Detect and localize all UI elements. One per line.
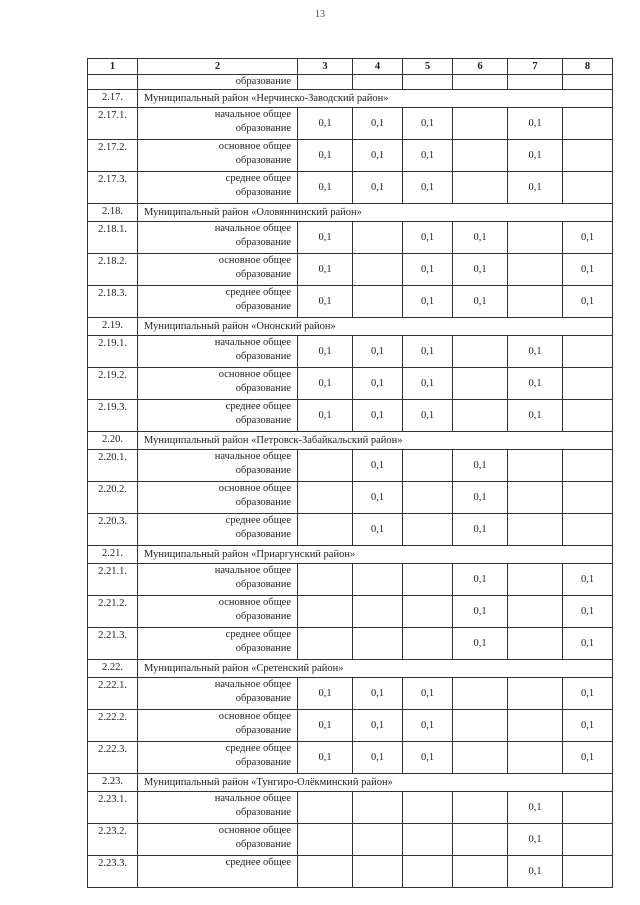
- row-number: 2.17.2.: [88, 140, 138, 172]
- value-cell-col-6: [453, 140, 508, 172]
- value-cell-col-6: [453, 336, 508, 368]
- value-cell-col-3: 0,1: [298, 222, 353, 254]
- value-cell-col-6: [453, 108, 508, 140]
- value-cell-col-8: [563, 140, 613, 172]
- value-cell-col-6: 0,1: [453, 254, 508, 286]
- value-cell-col-3: [298, 792, 353, 824]
- row-name: [138, 222, 298, 254]
- row-name: [138, 140, 298, 172]
- row-name-line1: начальное общее: [214, 223, 291, 234]
- value-cell-col-6: [453, 856, 508, 888]
- table-row: [88, 564, 613, 596]
- section-title: Муниципальный район «Петровск-Забайкальский район»: [138, 432, 613, 450]
- header-col-7: 7: [508, 59, 563, 75]
- value-cell-col-4: 0,1: [353, 368, 403, 400]
- row-name-line2: образование: [235, 237, 291, 248]
- value-cell-col-8: [563, 482, 613, 514]
- value-cell-col-8: [563, 172, 613, 204]
- value-cell-col-7: [508, 628, 563, 660]
- value-cell-col-3: 0,1: [298, 710, 353, 742]
- table-row: [88, 140, 613, 172]
- section-number: 2.23.: [88, 774, 138, 792]
- value-cell-col-4: 0,1: [353, 108, 403, 140]
- row-name-line2: образование: [235, 155, 291, 166]
- value-cell-col-6: [453, 710, 508, 742]
- fragment-cell: [508, 75, 563, 90]
- fragment-num-cell: [88, 75, 138, 90]
- row-name: [138, 108, 298, 140]
- value-cell-col-7: 0,1: [508, 336, 563, 368]
- row-name-line1: основное общее: [218, 825, 291, 836]
- value-cell-col-4: 0,1: [353, 336, 403, 368]
- row-name: [138, 336, 298, 368]
- value-cell-col-7: [508, 564, 563, 596]
- row-name: [138, 792, 298, 824]
- value-cell-col-7: [508, 514, 563, 546]
- value-cell-col-8: [563, 450, 613, 482]
- value-cell-col-3: [298, 482, 353, 514]
- value-cell-col-5: 0,1: [403, 286, 453, 318]
- section-row: [88, 204, 613, 222]
- value-cell-col-7: [508, 450, 563, 482]
- row-number: 2.17.3.: [88, 172, 138, 204]
- fragment-name-cell: [138, 75, 298, 90]
- value-cell-col-8: 0,1: [563, 564, 613, 596]
- value-cell-col-4: [353, 824, 403, 856]
- value-cell-col-4: [353, 222, 403, 254]
- header-col-4: 4: [353, 59, 403, 75]
- value-cell-col-4: [353, 596, 403, 628]
- value-cell-col-7: [508, 678, 563, 710]
- row-number: 2.19.3.: [88, 400, 138, 432]
- value-cell-col-7: 0,1: [508, 368, 563, 400]
- row-number: 2.18.2.: [88, 254, 138, 286]
- row-number: 2.21.1.: [88, 564, 138, 596]
- fragment-cell: [403, 75, 453, 90]
- value-cell-col-4: 0,1: [353, 140, 403, 172]
- row-name-line2: образование: [235, 725, 291, 736]
- value-cell-col-7: 0,1: [508, 400, 563, 432]
- section-number: 2.20.: [88, 432, 138, 450]
- section-number: 2.22.: [88, 660, 138, 678]
- value-cell-col-7: [508, 742, 563, 774]
- value-cell-col-8: 0,1: [563, 222, 613, 254]
- fragment-row: [88, 75, 613, 90]
- value-cell-col-7: [508, 596, 563, 628]
- fragment-cell: [298, 75, 353, 90]
- row-number: 2.19.2.: [88, 368, 138, 400]
- header-col-5: 5: [403, 59, 453, 75]
- row-name-line2: образование: [235, 415, 291, 426]
- table-row: [88, 742, 613, 774]
- row-name: [138, 368, 298, 400]
- row-name-line2: образование: [235, 757, 291, 768]
- value-cell-col-5: 0,1: [403, 222, 453, 254]
- value-cell-col-5: 0,1: [403, 368, 453, 400]
- value-cell-col-5: [403, 628, 453, 660]
- section-row: [88, 774, 613, 792]
- value-cell-col-3: 0,1: [298, 172, 353, 204]
- value-cell-col-5: [403, 824, 453, 856]
- section-row: [88, 90, 613, 108]
- value-cell-col-5: 0,1: [403, 172, 453, 204]
- value-cell-col-4: [353, 286, 403, 318]
- value-cell-col-3: 0,1: [298, 140, 353, 172]
- row-name-line2: образование: [235, 643, 291, 654]
- section-title: Муниципальный район «Нерчинско-Заводский район»: [138, 90, 613, 108]
- section-title: Муниципальный район «Оловяннинский район»: [138, 204, 613, 222]
- row-name: [138, 172, 298, 204]
- row-name-line2: образование: [235, 269, 291, 280]
- value-cell-col-8: [563, 108, 613, 140]
- row-name-line1: основное общее: [218, 369, 291, 380]
- section-number: 2.19.: [88, 318, 138, 336]
- table-row: [88, 222, 613, 254]
- fragment-text: образование: [235, 76, 291, 87]
- value-cell-col-3: 0,1: [298, 368, 353, 400]
- value-cell-col-6: 0,1: [453, 564, 508, 596]
- value-cell-col-4: 0,1: [353, 742, 403, 774]
- row-name-line2: образование: [235, 383, 291, 394]
- row-name-line1: основное общее: [218, 597, 291, 608]
- value-cell-col-5: 0,1: [403, 710, 453, 742]
- row-number: 2.22.1.: [88, 678, 138, 710]
- value-cell-col-5: 0,1: [403, 742, 453, 774]
- value-cell-col-8: 0,1: [563, 254, 613, 286]
- fragment-cell: [353, 75, 403, 90]
- table-row: [88, 286, 613, 318]
- header-col-2: 2: [138, 59, 298, 75]
- row-name-line2: образование: [235, 807, 291, 818]
- value-cell-col-4: 0,1: [353, 710, 403, 742]
- value-cell-col-3: [298, 596, 353, 628]
- value-cell-col-4: 0,1: [353, 482, 403, 514]
- row-name-line2: образование: [235, 301, 291, 312]
- value-cell-col-3: 0,1: [298, 108, 353, 140]
- table-row: [88, 710, 613, 742]
- value-cell-col-3: [298, 824, 353, 856]
- row-name-line2: образование: [235, 187, 291, 198]
- row-name-line2: образование: [235, 497, 291, 508]
- value-cell-col-7: 0,1: [508, 108, 563, 140]
- table-row: [88, 678, 613, 710]
- value-cell-col-5: [403, 792, 453, 824]
- row-name: [138, 286, 298, 318]
- row-name: [138, 400, 298, 432]
- table-row: [88, 856, 613, 888]
- row-name-line2: образование: [235, 839, 291, 850]
- row-name-line1: начальное общее: [214, 337, 291, 348]
- value-cell-col-6: [453, 742, 508, 774]
- row-number: 2.20.3.: [88, 514, 138, 546]
- row-name-line1: начальное общее: [214, 793, 291, 804]
- value-cell-col-6: 0,1: [453, 596, 508, 628]
- value-cell-col-3: [298, 514, 353, 546]
- header-row: [88, 59, 613, 75]
- row-name-line1: среднее общее: [225, 287, 291, 298]
- row-number: 2.21.2.: [88, 596, 138, 628]
- row-name-line1: среднее общее: [225, 173, 291, 184]
- row-number: 2.22.3.: [88, 742, 138, 774]
- table-row: [88, 596, 613, 628]
- row-name-line2: образование: [235, 611, 291, 622]
- value-cell-col-5: 0,1: [403, 678, 453, 710]
- row-name: [138, 514, 298, 546]
- value-cell-col-5: 0,1: [403, 400, 453, 432]
- row-name-line2: образование: [235, 579, 291, 590]
- table-row: [88, 368, 613, 400]
- row-number: 2.17.1.: [88, 108, 138, 140]
- value-cell-col-8: 0,1: [563, 678, 613, 710]
- value-cell-col-4: 0,1: [353, 514, 403, 546]
- value-cell-col-7: [508, 254, 563, 286]
- value-cell-col-8: 0,1: [563, 596, 613, 628]
- row-number: 2.23.1.: [88, 792, 138, 824]
- row-name-line2: образование: [235, 465, 291, 476]
- row-name-line2: образование: [235, 351, 291, 362]
- table-row: [88, 336, 613, 368]
- table-row: [88, 482, 613, 514]
- header-col-3: 3: [298, 59, 353, 75]
- value-cell-col-5: [403, 564, 453, 596]
- value-cell-col-4: 0,1: [353, 172, 403, 204]
- value-cell-col-5: [403, 596, 453, 628]
- value-cell-col-5: [403, 482, 453, 514]
- value-cell-col-5: [403, 514, 453, 546]
- value-cell-col-6: [453, 678, 508, 710]
- value-cell-col-6: 0,1: [453, 628, 508, 660]
- row-name-line2: образование: [235, 123, 291, 134]
- value-cell-col-6: [453, 172, 508, 204]
- section-row: [88, 660, 613, 678]
- row-name-line1: среднее общее: [225, 857, 291, 868]
- value-cell-col-5: 0,1: [403, 336, 453, 368]
- value-cell-col-8: 0,1: [563, 628, 613, 660]
- value-cell-col-8: [563, 792, 613, 824]
- row-name: [138, 742, 298, 774]
- table-row: [88, 172, 613, 204]
- section-title: Муниципальный район «Ононский район»: [138, 318, 613, 336]
- value-cell-col-8: [563, 368, 613, 400]
- header-col-6: 6: [453, 59, 508, 75]
- value-cell-col-6: 0,1: [453, 482, 508, 514]
- value-cell-col-7: [508, 482, 563, 514]
- value-cell-col-6: 0,1: [453, 286, 508, 318]
- row-name: [138, 254, 298, 286]
- value-cell-col-3: 0,1: [298, 336, 353, 368]
- table-row: [88, 450, 613, 482]
- section-row: [88, 432, 613, 450]
- row-name-line1: начальное общее: [214, 451, 291, 462]
- value-cell-col-6: 0,1: [453, 450, 508, 482]
- fragment-cell: [563, 75, 613, 90]
- value-cell-col-3: 0,1: [298, 286, 353, 318]
- table-row: [88, 514, 613, 546]
- row-name-line1: среднее общее: [225, 629, 291, 640]
- row-name-line1: основное общее: [218, 141, 291, 152]
- row-name-line1: среднее общее: [225, 515, 291, 526]
- table-row: [88, 254, 613, 286]
- fragment-cell: [453, 75, 508, 90]
- value-cell-col-7: 0,1: [508, 172, 563, 204]
- section-number: 2.17.: [88, 90, 138, 108]
- row-name-line2: образование: [235, 693, 291, 704]
- section-row: [88, 318, 613, 336]
- section-title: Муниципальный район «Сретенский район»: [138, 660, 613, 678]
- value-cell-col-8: [563, 824, 613, 856]
- value-cell-col-8: 0,1: [563, 710, 613, 742]
- row-name-line1: основное общее: [218, 483, 291, 494]
- value-cell-col-4: 0,1: [353, 400, 403, 432]
- page-number: 13: [315, 9, 325, 20]
- value-cell-col-8: [563, 856, 613, 888]
- value-cell-col-7: [508, 222, 563, 254]
- value-cell-col-8: [563, 514, 613, 546]
- row-name-line2: образование: [235, 529, 291, 540]
- row-name-line1: основное общее: [218, 711, 291, 722]
- value-cell-col-4: 0,1: [353, 678, 403, 710]
- row-name: [138, 482, 298, 514]
- value-cell-col-3: [298, 628, 353, 660]
- value-cell-col-3: [298, 564, 353, 596]
- value-cell-col-6: 0,1: [453, 514, 508, 546]
- value-cell-col-6: 0,1: [453, 222, 508, 254]
- section-title: Муниципальный район «Тунгиро-Олёкминский район»: [138, 774, 613, 792]
- row-name-line1: среднее общее: [225, 743, 291, 754]
- value-cell-col-8: 0,1: [563, 742, 613, 774]
- row-number: 2.20.2.: [88, 482, 138, 514]
- row-name: [138, 710, 298, 742]
- value-cell-col-5: 0,1: [403, 140, 453, 172]
- value-cell-col-4: 0,1: [353, 450, 403, 482]
- header-col-8: 8: [563, 59, 613, 75]
- value-cell-col-6: [453, 368, 508, 400]
- table-row: [88, 108, 613, 140]
- row-number: 2.21.3.: [88, 628, 138, 660]
- value-cell-col-8: [563, 400, 613, 432]
- row-number: 2.23.2.: [88, 824, 138, 856]
- row-number: 2.18.3.: [88, 286, 138, 318]
- value-cell-col-6: [453, 824, 508, 856]
- section-title: Муниципальный район «Приаргунский район»: [138, 546, 613, 564]
- value-cell-col-7: [508, 286, 563, 318]
- value-cell-col-3: [298, 450, 353, 482]
- value-cell-col-7: [508, 710, 563, 742]
- value-cell-col-6: [453, 400, 508, 432]
- table-row: [88, 628, 613, 660]
- value-cell-col-4: [353, 564, 403, 596]
- value-cell-col-4: [353, 254, 403, 286]
- value-cell-col-7: 0,1: [508, 140, 563, 172]
- row-name: [138, 596, 298, 628]
- value-cell-col-6: [453, 792, 508, 824]
- row-name-line1: начальное общее: [214, 679, 291, 690]
- row-name: [138, 678, 298, 710]
- row-name: [138, 824, 298, 856]
- row-number: 2.23.3.: [88, 856, 138, 888]
- header-col-1: 1: [88, 59, 138, 75]
- value-cell-col-4: [353, 792, 403, 824]
- value-cell-col-3: 0,1: [298, 254, 353, 286]
- value-cell-col-7: 0,1: [508, 792, 563, 824]
- row-number: 2.20.1.: [88, 450, 138, 482]
- row-number: 2.18.1.: [88, 222, 138, 254]
- value-cell-col-5: [403, 450, 453, 482]
- value-cell-col-5: [403, 856, 453, 888]
- value-cell-col-8: 0,1: [563, 286, 613, 318]
- table-body: [88, 75, 613, 888]
- value-cell-col-4: [353, 856, 403, 888]
- value-cell-col-4: [353, 628, 403, 660]
- value-cell-col-3: 0,1: [298, 400, 353, 432]
- value-cell-col-5: 0,1: [403, 108, 453, 140]
- rates-table: [87, 58, 613, 888]
- row-name-line1: основное общее: [218, 255, 291, 266]
- value-cell-col-3: 0,1: [298, 678, 353, 710]
- row-name-line1: среднее общее: [225, 401, 291, 412]
- row-name: [138, 450, 298, 482]
- value-cell-col-7: 0,1: [508, 824, 563, 856]
- row-name-line1: начальное общее: [214, 565, 291, 576]
- value-cell-col-7: 0,1: [508, 856, 563, 888]
- table-row: [88, 792, 613, 824]
- section-row: [88, 546, 613, 564]
- row-name: [138, 564, 298, 596]
- table-row: [88, 824, 613, 856]
- value-cell-col-5: 0,1: [403, 254, 453, 286]
- table-row: [88, 400, 613, 432]
- value-cell-col-3: [298, 856, 353, 888]
- row-number: 2.22.2.: [88, 710, 138, 742]
- section-number: 2.18.: [88, 204, 138, 222]
- row-number: 2.19.1.: [88, 336, 138, 368]
- row-name: [138, 628, 298, 660]
- row-name-line1: начальное общее: [214, 109, 291, 120]
- row-name: [138, 856, 298, 888]
- value-cell-col-3: 0,1: [298, 742, 353, 774]
- section-number: 2.21.: [88, 546, 138, 564]
- value-cell-col-8: [563, 336, 613, 368]
